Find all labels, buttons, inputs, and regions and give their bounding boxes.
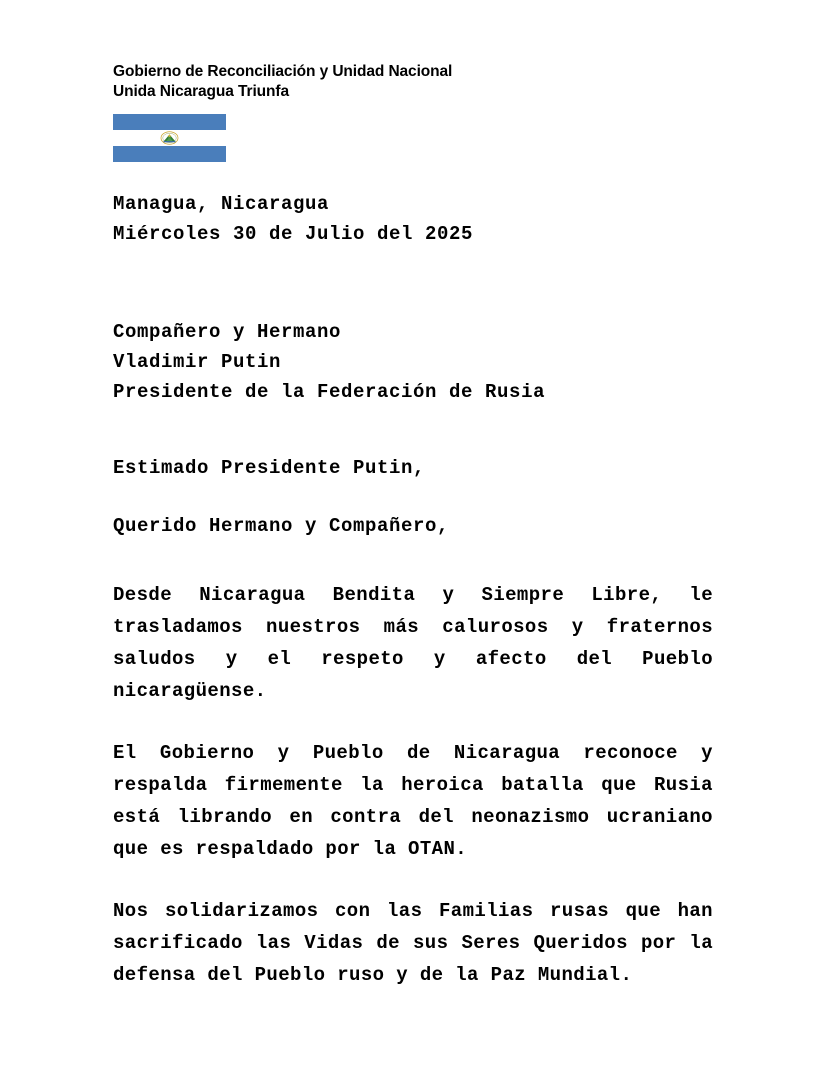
addressee-line-2: Vladimir Putin — [113, 351, 282, 373]
body-paragraph-3: Nos solidarizamos con las Familias rusas que han sacrificado las Vidas de sus Seres Queridos por la defensa del Pueblo ruso y de la Paz Mundial. — [113, 900, 713, 986]
addressee-line-1: Compañero y Hermano — [113, 321, 342, 343]
date-line: Miércoles 30 de Julio del 2025 — [113, 223, 474, 245]
flag-container — [113, 114, 713, 162]
body-paragraph-2: El Gobierno y Pueblo de Nicaragua reconoce y respalda firmemente la heroica batalla que Rusia está librando en contra del neonazismo ucraniano que es respaldado por la OTAN. — [113, 742, 713, 860]
addressee-block — [113, 317, 713, 407]
nicaragua-coat-of-arms-icon — [160, 131, 179, 145]
letterhead-line-1: Gobierno de Reconciliación y Unidad Nacional — [113, 63, 453, 80]
place-date-block — [113, 189, 713, 249]
flag-band-top — [113, 114, 226, 130]
nicaragua-flag-icon — [113, 114, 226, 162]
letter-content — [113, 62, 713, 991]
letterhead — [113, 62, 713, 101]
flag-band-bottom — [113, 146, 226, 162]
greeting-line-1: Estimado Presidente Putin, — [113, 457, 426, 479]
place-line: Managua, Nicaragua — [113, 193, 330, 215]
addressee-line-3: Presidente de la Federación de Rusia — [113, 381, 546, 403]
body-paragraph-1: Desde Nicaragua Bendita y Siempre Libre, le trasladamos nuestros más calurosos y fraternos saludos y el respeto y afecto del Pueblo nicaragüense. — [113, 584, 713, 702]
letterhead-line-2: Unida Nicaragua Triunfa — [113, 83, 289, 100]
greeting-line-2: Querido Hermano y Compañero, — [113, 515, 450, 537]
